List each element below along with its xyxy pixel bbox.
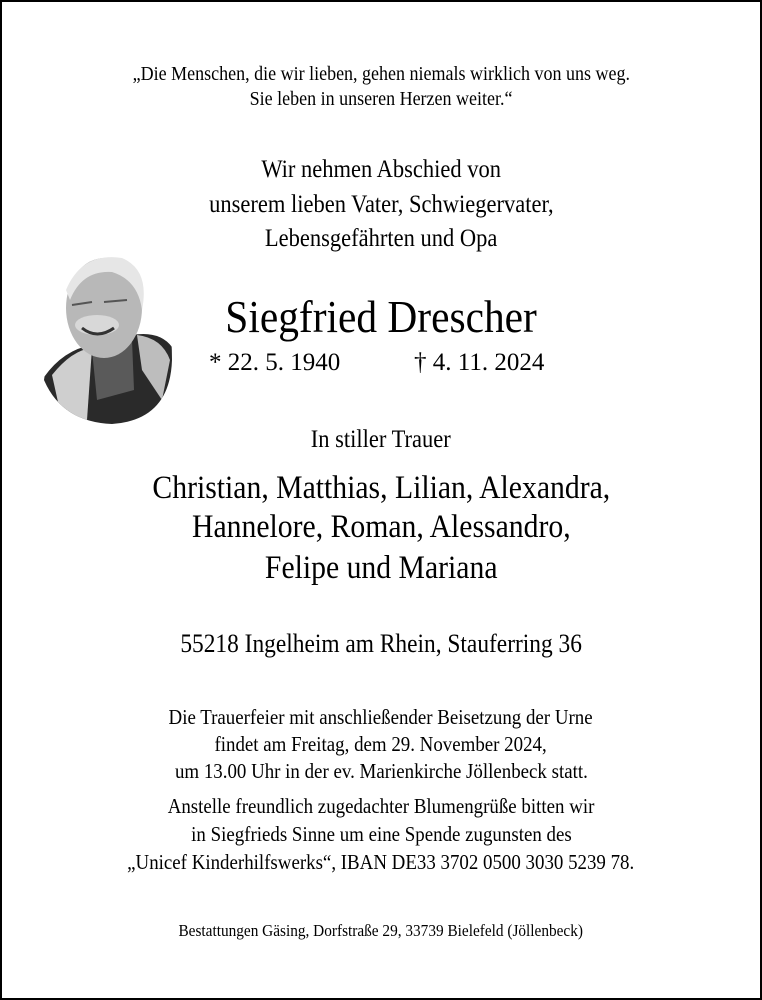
- family-line: [2, 472, 760, 505]
- intro-line: [2, 226, 760, 251]
- donation-line: [2, 824, 760, 845]
- birth-date-text: * 22. 5. 1940: [209, 349, 341, 376]
- funeral-home-text: Bestattungen Gäsing, Dorfstraße 29, 33739 Bielefeld (Jöllenbeck): [178, 921, 584, 940]
- quote-text: „Die Menschen, die wir lieben, gehen niemals wirklich von uns weg.: [132, 63, 630, 85]
- intro-text: unserem lieben Vater, Schwiegervater,: [208, 191, 554, 218]
- funeral-home: [2, 922, 760, 939]
- family-line: [2, 511, 760, 544]
- donation-line: [2, 796, 760, 817]
- quote-line: [2, 64, 760, 84]
- family-text: Hannelore, Roman, Alessandro,: [191, 509, 571, 545]
- intro-line: [2, 192, 760, 217]
- donation-text: „Unicef Kinderhilfswerks“, IBAN DE33 3702 0500 3030 5239 78.: [127, 850, 635, 874]
- deceased-name: [2, 291, 760, 342]
- birth-date: [209, 350, 340, 375]
- ceremony-text: findet am Freitag, dem 29. November 2024,: [214, 732, 548, 756]
- intro-text: Lebensgefährten und Opa: [264, 225, 498, 252]
- death-date: [414, 350, 544, 375]
- name-text: Siegfried Drescher: [225, 291, 537, 342]
- address: [2, 631, 760, 657]
- family-text: Felipe und Mariana: [264, 550, 498, 586]
- ceremony-line: [2, 761, 760, 782]
- donation-line: [2, 852, 760, 873]
- ceremony-line: [2, 734, 760, 755]
- mourning-label: [2, 427, 760, 452]
- intro-line: [2, 157, 760, 182]
- donation-text: Anstelle freundlich zugedachter Blumengrüße bitten wir: [167, 794, 595, 818]
- ceremony-text: Die Trauerfeier mit anschließender Beisetzung der Urne: [168, 705, 594, 729]
- donation-text: in Siegfrieds Sinne um eine Spende zugunsten des: [190, 822, 572, 846]
- intro-text: Wir nehmen Abschied von: [261, 156, 501, 183]
- mourning-text: In stiller Trauer: [310, 426, 451, 453]
- death-date-text: † 4. 11. 2024: [414, 349, 545, 376]
- family-line: [2, 552, 760, 585]
- ceremony-text: um 13.00 Uhr in der ev. Marienkirche Jöllenbeck statt.: [174, 759, 588, 783]
- address-text: 55218 Ingelheim am Rhein, Stauferring 36: [180, 629, 582, 658]
- ceremony-line: [2, 707, 760, 728]
- family-text: Christian, Matthias, Lilian, Alexandra,: [152, 470, 610, 506]
- quote-line: [2, 89, 760, 109]
- quote-text: Sie leben in unseren Herzen weiter.“: [249, 88, 513, 110]
